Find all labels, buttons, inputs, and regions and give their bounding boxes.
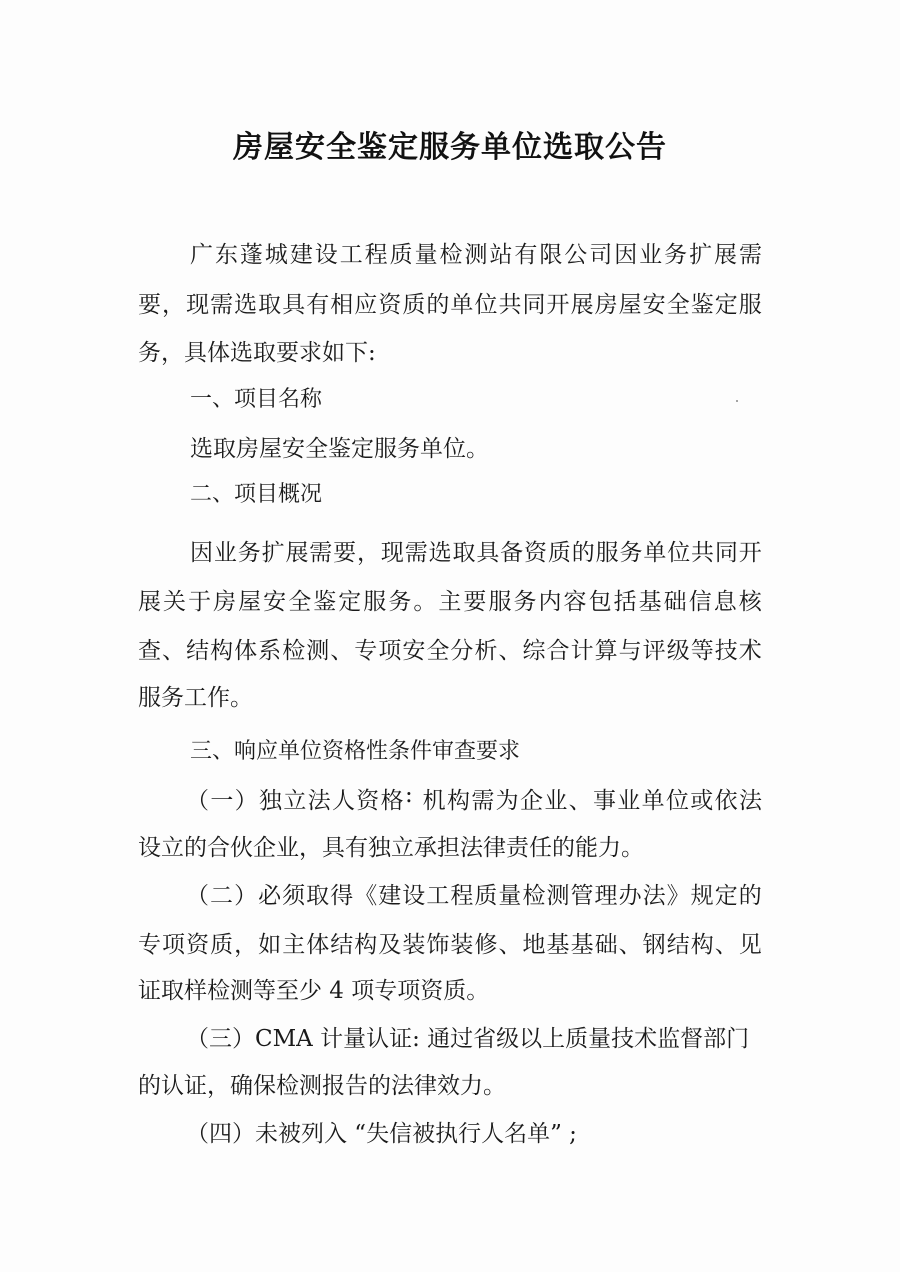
item3-line-1: （三）CMA 计量认证: 通过省级以上质量技术监督部门 — [186, 1026, 750, 1052]
section1-body: 选取房屋安全鉴定服务单位。 — [190, 436, 489, 462]
section2-line-1: 因 业 务 扩 展 需 要 ， 现 需 选 取 具 备 资 质 的 服 务 单 位 共 同 开 — [190, 540, 762, 566]
section2-heading: 二、项目概况 — [190, 482, 323, 507]
item2-line-3: 证取样检测等至少 4 项专项资质。 — [138, 978, 490, 1004]
section3-heading: 三、响应单位资格性条件审查要求 — [190, 739, 521, 764]
section2-line-2: 展 关 于 房 屋 安 全 鉴 定 服 务 。 主 要 服 务 内 容 包 括 基 础 信 息 核 — [138, 589, 762, 615]
section1-heading: 一、项目名称 — [190, 387, 323, 412]
intro-line-2: 要 ， 现 需 选 取 具 有 相 应 资 质 的 单 位 共 同 开 展 房 屋 安 全 鉴 定 服 — [138, 292, 762, 318]
item1-line-1: （ 一 ） 独 立 法 人 资 格 : 机 构 需 为 企 业 、 事 业 单 位 或 依 法 — [186, 782, 762, 814]
intro-line-3: 务，具体选取要求如下: — [138, 340, 376, 366]
scan-speck — [736, 400, 738, 402]
item2-line-2: 专 项 资 质 ， 如 主 体 结 构 及 装 饰 装 修 、 地 基 基 础 、 钢 结 构 、 见 — [138, 932, 762, 958]
item4-line-1: （四）未被列入 “失信被执行人名单” ; — [186, 1121, 577, 1147]
item2-line-1: （ 二 ） 必 须 取 得 《 建 设 工 程 质 量 检 测 管 理 办 法 》 规 定 的 — [186, 883, 762, 909]
document-title: 房屋安全鉴定服务单位选取公告 — [233, 130, 667, 165]
intro-line-1: 广 东 蓬 城 建 设 工 程 质 量 检 测 站 有 限 公 司 因 业 务 扩 展 需 — [190, 242, 762, 268]
item1-line-2: 设立的合伙企业，具有独立承担法律责任的能力。 — [138, 835, 644, 861]
section2-line-3: 查 、 结 构 体 系 检 测 、 专 项 安 全 分 析 、 综 合 计 算 与 评 级 等 技 术 — [138, 638, 762, 664]
item3-line-2: 的认证，确保检测报告的法律效力。 — [138, 1073, 506, 1099]
section2-line-4: 服务工作。 — [138, 685, 253, 711]
